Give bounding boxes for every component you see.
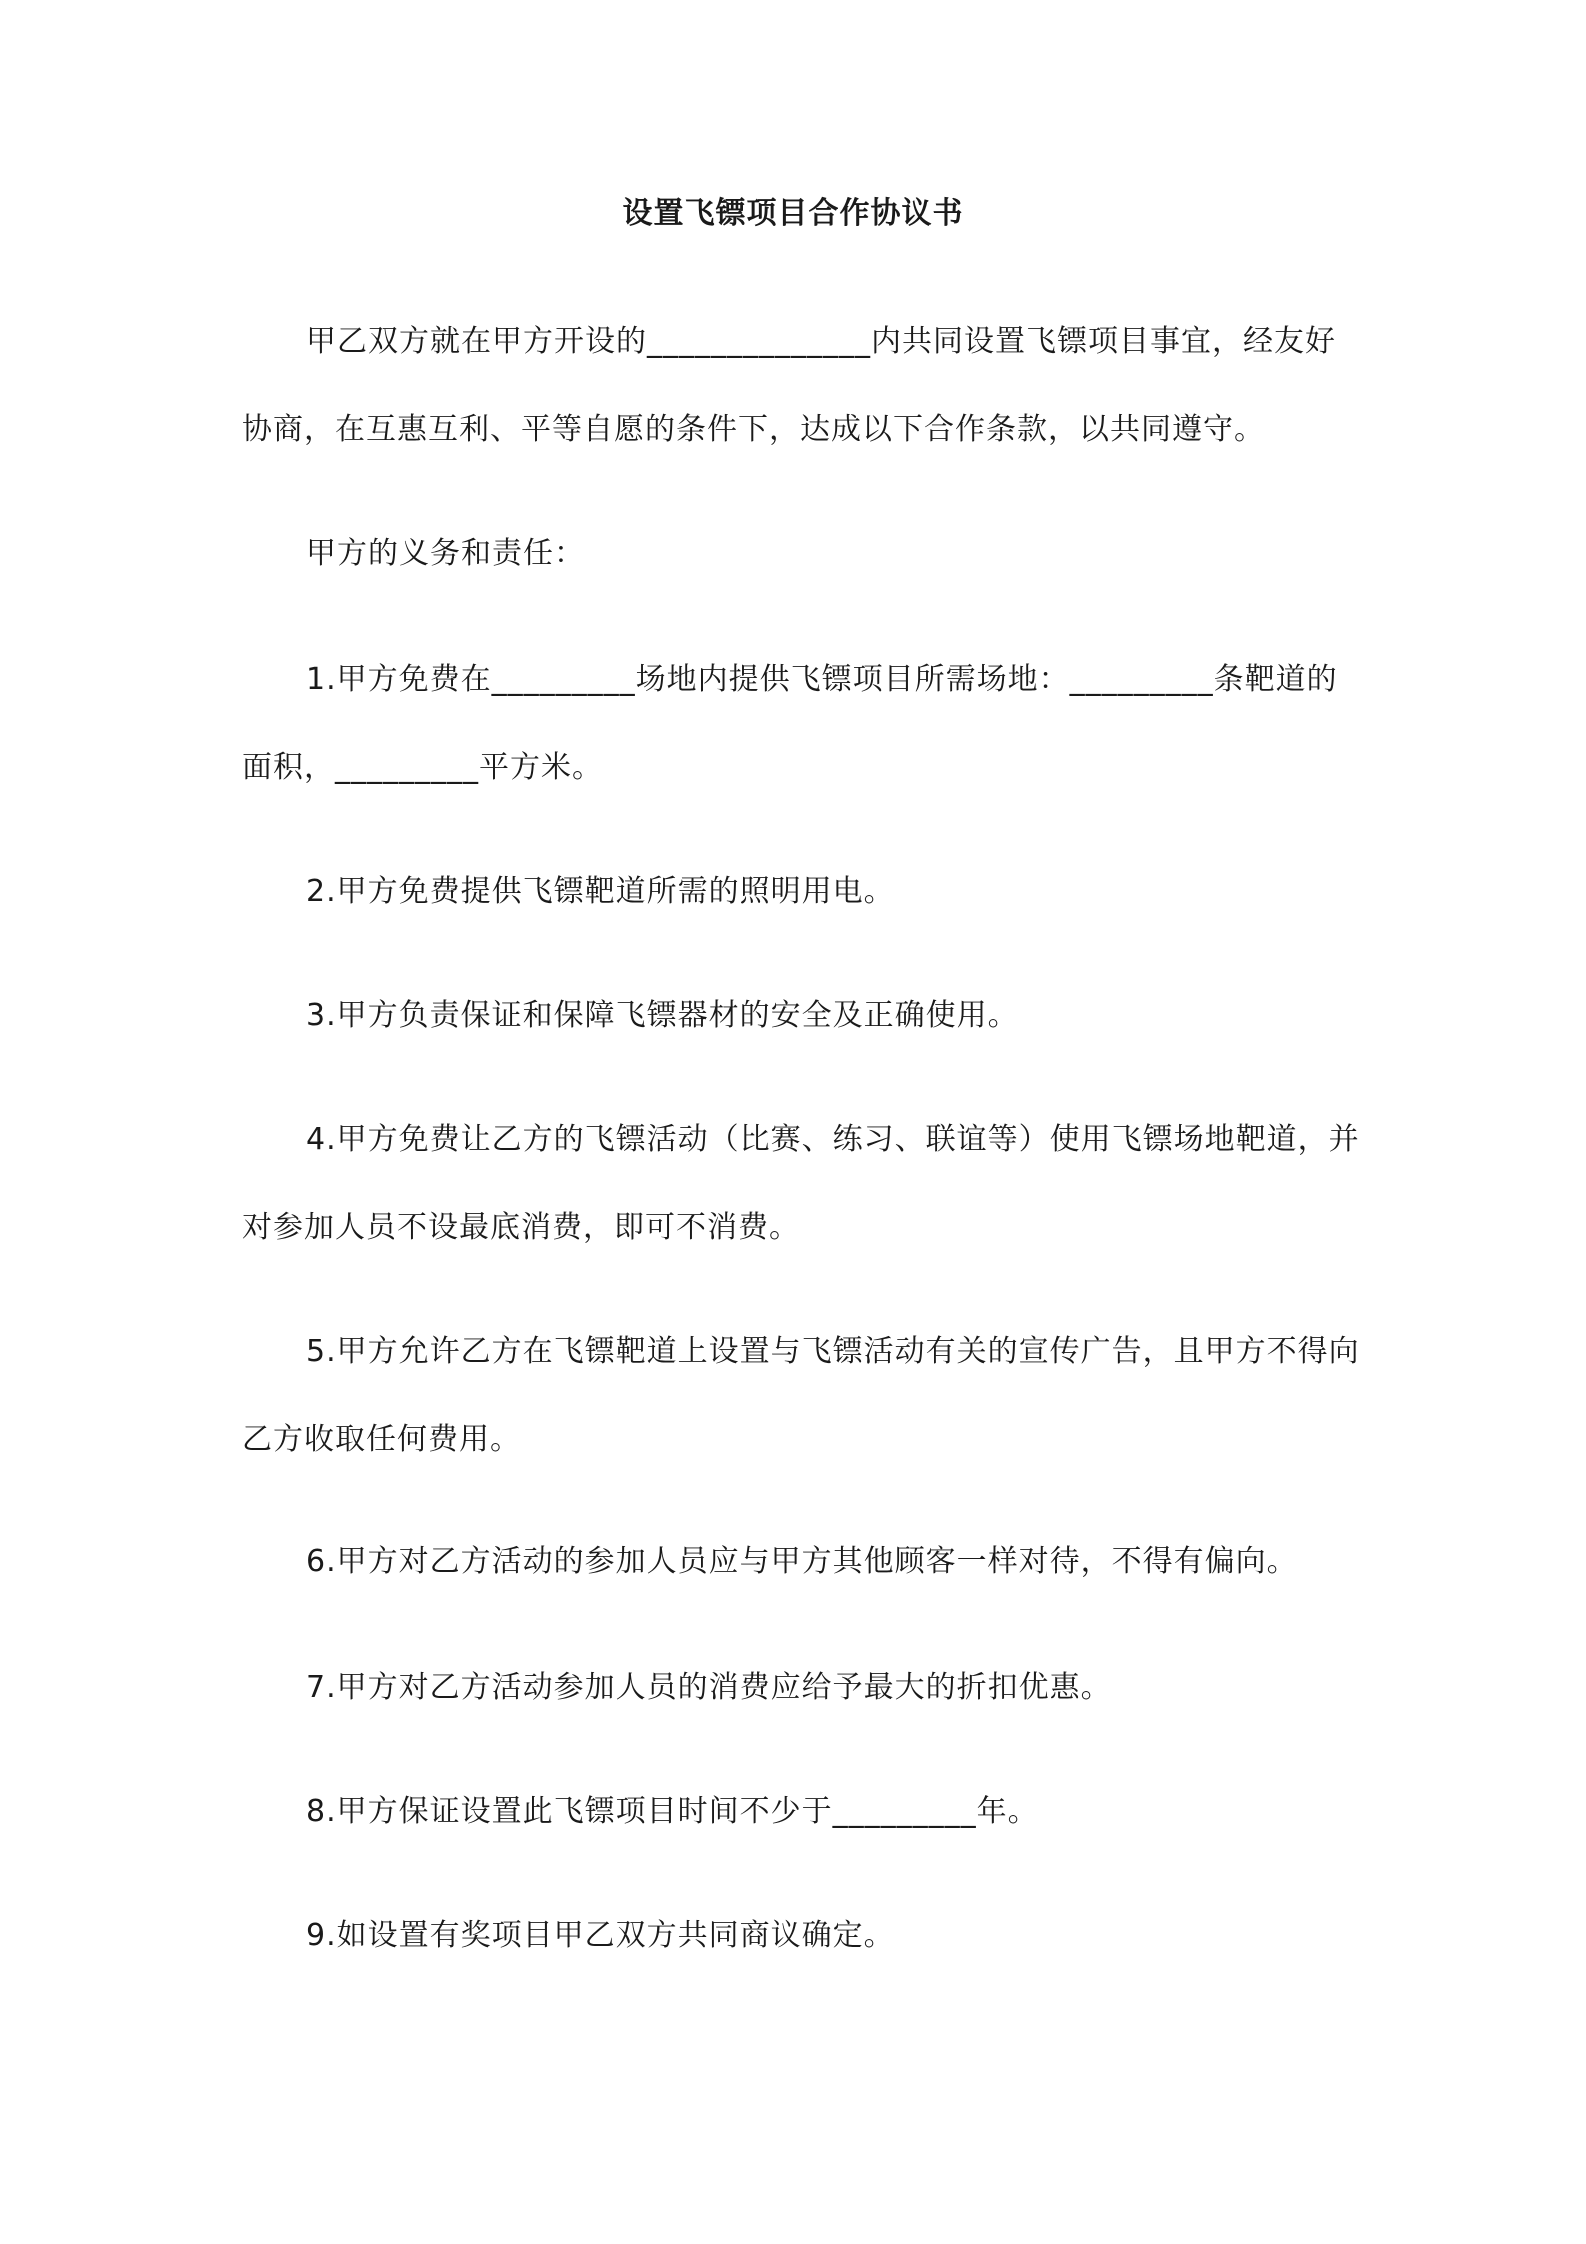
clause-9: 9.如设置有奖项目甲乙双方共同商议确定。: [306, 1918, 895, 1953]
intro-paragraph: 甲乙双方就在甲方开设的______________内共同设置飞镖项目事宜，经友好协商，在互惠互利、平等自愿的条件下，达成以下合作条款，以共同遵守。: [242, 324, 1336, 447]
clause-4: 4.甲方免费让乙方的飞镖活动（比赛、练习、联谊等）使用飞镖场地靶道，并对参加人员不设最底消费，即可不消费。: [242, 1122, 1360, 1245]
clause-6: 6.甲方对乙方活动的参加人员应与甲方其他顾客一样对待，不得有偏向。: [306, 1544, 1298, 1579]
clause-5: 5.甲方允许乙方在飞镖靶道上设置与飞镖活动有关的宣传广告，且甲方不得向乙方收取任何费用。: [242, 1334, 1360, 1457]
clause-2: 2.甲方免费提供飞镖靶道所需的照明用电。: [306, 874, 895, 909]
clause-7: 7.甲方对乙方活动参加人员的消费应给予最大的折扣优惠。: [306, 1670, 1112, 1705]
document-title: 设置飞镖项目合作协议书: [622, 196, 964, 231]
section-heading: 甲方的义务和责任：: [306, 536, 585, 571]
clause-3: 3.甲方负责保证和保障飞镖器材的安全及正确使用。: [306, 998, 1019, 1033]
clause-1: 1.甲方免费在_________场地内提供飞镖项目所需场地：_________条靶道的面积，_________平方米。: [242, 662, 1338, 785]
clause-8: 8.甲方保证设置此飞镖项目时间不少于_________年。: [306, 1794, 1039, 1829]
